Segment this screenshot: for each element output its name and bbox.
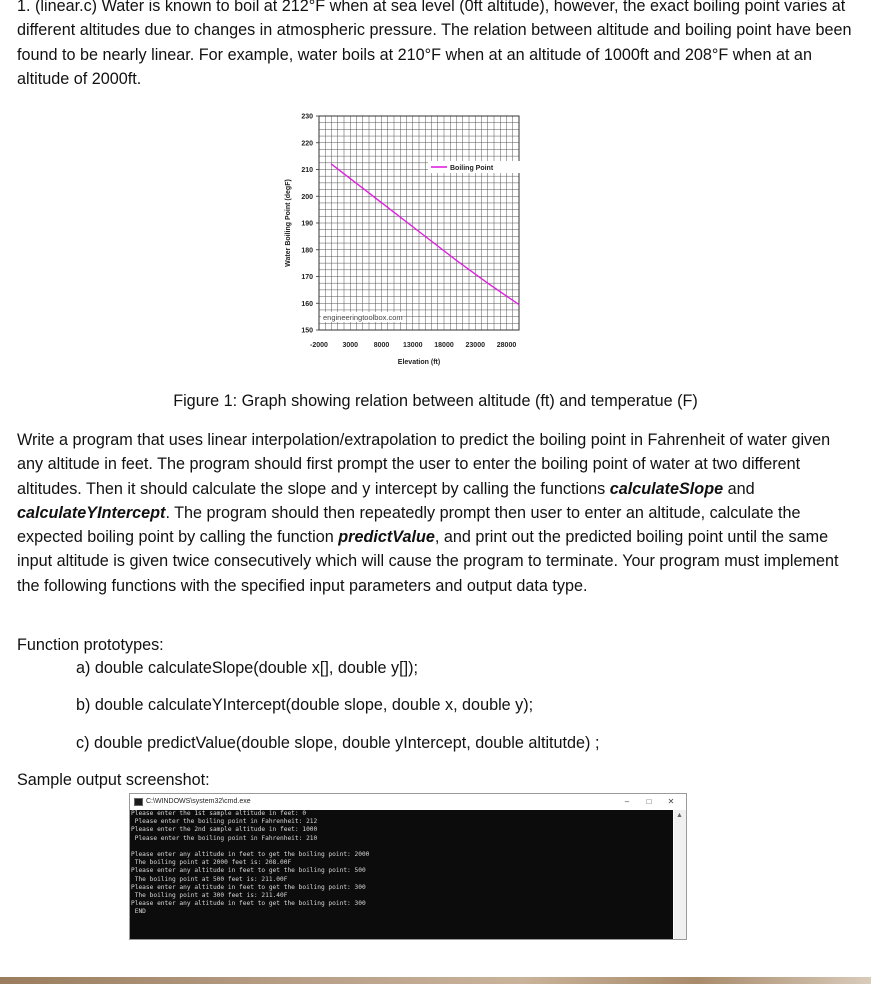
maximize-button[interactable]: □ <box>646 797 652 806</box>
task-text-4: , and print out the predicted boiling point until the same input altitude is given twice consecutively which will cause the program to terminate. Your program must implement the following functions with the specified input parameters and output data type. <box>17 528 839 595</box>
console-title: C:\WINDOWS\system32\cmd.exe <box>146 798 251 805</box>
fn-predict-value: predictValue <box>338 528 435 547</box>
console-icon <box>134 798 143 806</box>
console-line: Please enter any altitude in feet to get the boiling point: 300 <box>131 883 366 891</box>
console-line: Please enter any altitude in feet to get the boiling point: 2000 <box>131 851 370 859</box>
fn-calculate-slope: calculateSlope <box>609 479 724 498</box>
problem-heading-text: 1. (linear.c) Water is known to boil at 212°F when at sea level (0ft altitude), however, the exact boiling point varies at different altitudes due to changes in atmospheric pressure. The relation between altitude and boiling point have been found to be nearly linear. For example, water boils at 210°F when at an altitude of 1000ft and 208°F when at an altitude of 2000ft. <box>17 0 852 88</box>
x-tick-label: 23000 <box>465 342 485 349</box>
task-description <box>17 428 857 598</box>
prototypes-title: Function prototypes: <box>17 636 164 654</box>
y-tick-label: 180 <box>301 247 313 255</box>
console-line <box>131 843 673 851</box>
console-line: Please enter the boiling point in Fahrenheit: 210 <box>131 834 318 842</box>
y-tick-label: 200 <box>301 193 313 201</box>
console-titlebar <box>130 794 686 810</box>
data-point <box>343 173 344 174</box>
y-tick-label: 190 <box>301 220 313 228</box>
sample-output-title: Sample output screenshot: <box>17 771 210 789</box>
x-tick-label: 13000 <box>403 342 423 349</box>
scroll-up-icon[interactable]: ▲ <box>676 812 683 819</box>
data-point <box>393 212 394 213</box>
prototype-c: c) double predictValue(double slope, double yIntercept, double altitutde) ; <box>76 734 600 752</box>
problem-heading <box>17 0 857 91</box>
page-bottom-edge <box>0 977 871 984</box>
data-point <box>425 236 426 237</box>
data-point <box>331 164 332 165</box>
data-point <box>362 188 363 189</box>
console-line: The boiling point at 500 feet is: 211.00F <box>131 875 288 883</box>
console-line: Please enter any altitude in feet to get the boiling point: 300 <box>131 900 366 908</box>
prototype-b: b) double calculateYIntercept(double slope, double x, double y); <box>76 696 534 714</box>
y-tick-label: 230 <box>301 113 313 121</box>
minimize-button[interactable]: – <box>624 797 630 806</box>
console-line: The boiling point at 300 feet is: 211.40F <box>131 892 288 900</box>
chart-svg <box>270 104 560 384</box>
x-tick-label: 28000 <box>496 342 517 349</box>
console-window <box>129 793 687 940</box>
task-text-2: and <box>723 479 755 498</box>
task-text-1: Write a program that uses linear interpolation/extrapolation to predict the boiling point in Fahrenheit of water given any altitude in feet. The program should first prompt the user to enter the boiling point of water at two different altitudes. Then it should calculate the slope and y intercept by calling the functions <box>17 431 831 498</box>
data-point <box>487 283 488 284</box>
y-axis-label: Water Boiling Point (degF) <box>285 179 292 267</box>
console-lines <box>130 810 673 917</box>
x-axis-label: Elevation (ft) <box>397 359 441 366</box>
console-output <box>130 810 673 939</box>
fn-calculate-y-intercept: calculateYIntercept <box>17 503 166 522</box>
x-tick-label: 8000 <box>373 342 390 349</box>
console-line: Please enter the 2nd sample altitude in feet: 1000 <box>131 826 318 834</box>
y-tick-label: 210 <box>301 167 313 174</box>
data-point <box>518 304 519 305</box>
console-line: Please enter any altitude in feet to get the boiling point: 500 <box>131 867 366 875</box>
task-text-3: . The program should then repeatedly prompt then user to enter an altitude, calculate the expected boiling point by calling the function <box>17 503 801 547</box>
data-point <box>456 260 457 261</box>
legend-label: Boiling Point <box>450 165 494 172</box>
y-tick-label: 160 <box>301 300 313 308</box>
prototype-a: a) double calculateSlope(double x[], double y[]); <box>76 659 418 677</box>
console-scrollbar[interactable] <box>674 810 686 939</box>
console-line: The boiling point at 2000 feet is: 208.00F <box>131 859 292 867</box>
figure-caption: Figure 1: Graph showing relation between altitude (ft) and temperatue (F) <box>173 392 698 410</box>
close-button[interactable]: ✕ <box>667 797 675 806</box>
console-line: END <box>131 908 146 916</box>
y-tick-label: 170 <box>301 274 313 281</box>
y-tick-label: 220 <box>301 140 313 148</box>
y-tick-label: 150 <box>301 327 313 335</box>
console-line: Please enter the boiling point in Fahrenheit: 212 <box>131 818 318 826</box>
boiling-point-chart <box>270 104 560 384</box>
x-tick-label: 3000 <box>342 342 359 349</box>
x-tick-label: -2000 <box>310 342 328 349</box>
x-tick-label: 18000 <box>434 342 454 349</box>
console-line: Please enter the 1st sample altitude in feet: 0 <box>131 810 307 817</box>
watermark-text: engineeringtoolbox.com <box>323 313 403 322</box>
